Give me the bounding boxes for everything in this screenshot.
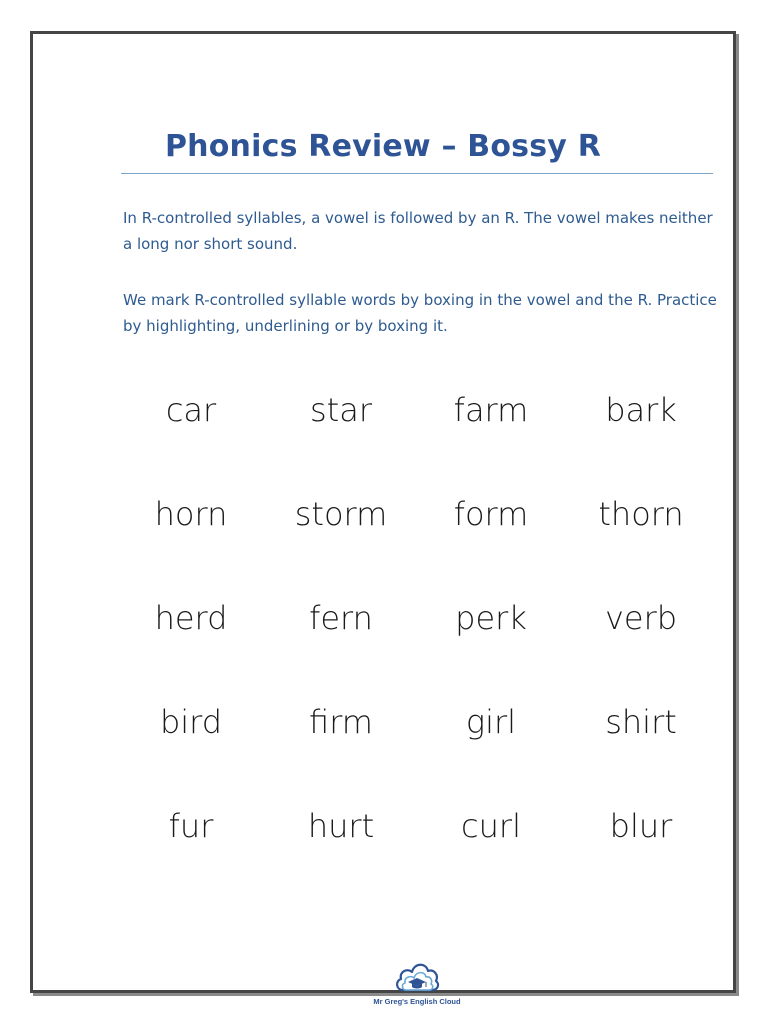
word-cell: blur	[609, 807, 673, 845]
word-cell: form	[453, 495, 529, 533]
page-title: Phonics Review – Bossy R	[164, 129, 601, 164]
word-cell: star	[310, 391, 372, 429]
title-underline	[121, 173, 713, 174]
word-cell: thorn	[598, 495, 684, 533]
word-cell: perk	[455, 599, 527, 637]
word-cell: bird	[159, 703, 223, 741]
worksheet-page	[30, 31, 736, 1006]
word-cell: verb	[604, 599, 678, 637]
cloud-graduation-cap-icon	[393, 956, 441, 996]
brand-logo	[366, 956, 468, 1016]
word-cell: firm	[309, 703, 373, 741]
word-cell: horn	[154, 495, 228, 533]
word-cell: shirt	[605, 703, 677, 741]
word-cell: car	[165, 391, 217, 429]
word-cell: storm	[294, 495, 388, 533]
word-cell: farm	[453, 391, 529, 429]
word-cell: herd	[154, 599, 228, 637]
logo-text: Mr Greg's English Cloud	[373, 997, 461, 1006]
word-cell: hurt	[307, 807, 375, 845]
word-cell: girl	[465, 703, 517, 741]
word-grid	[116, 382, 718, 902]
word-cell: curl	[461, 807, 521, 845]
intro-paragraph-2: We mark R-controlled syllable words by boxing in the vowel and the R. Practice by highlighting, underlining or by boxing it.	[123, 291, 717, 335]
intro-paragraph-1: In R-controlled syllables, a vowel is followed by an R. The vowel makes neither a long nor short sound.	[123, 209, 713, 253]
word-cell: bark	[605, 391, 677, 429]
word-cell: fern	[309, 599, 373, 637]
word-cell: fur	[168, 807, 214, 845]
